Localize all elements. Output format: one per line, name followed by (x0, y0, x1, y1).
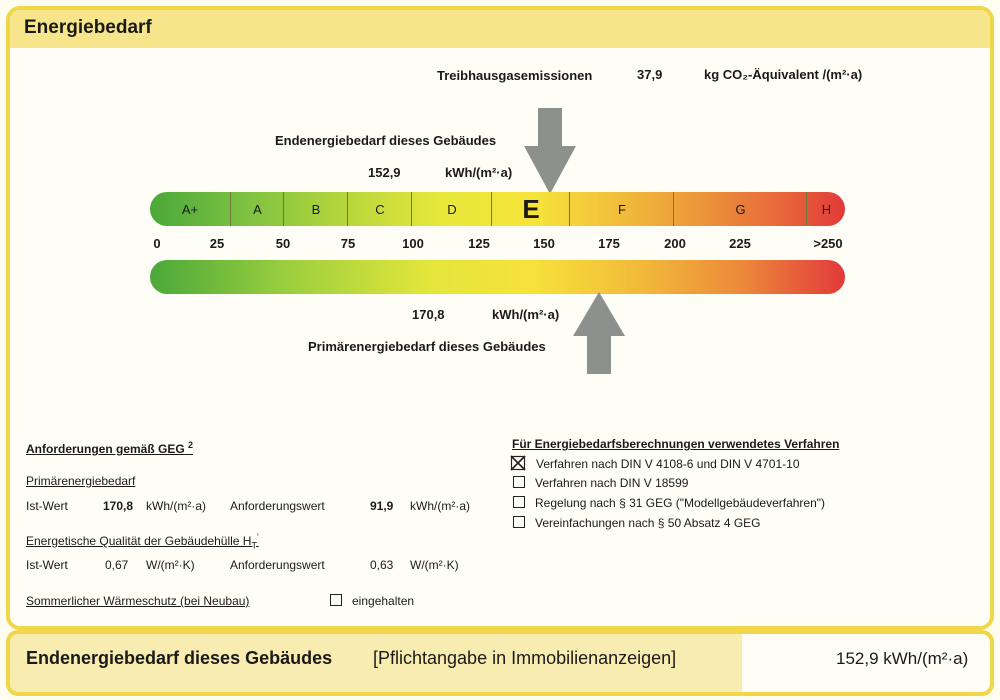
checked-checkbox-icon[interactable] (510, 455, 526, 471)
primaer-arrow-icon (573, 292, 625, 374)
emission-label: Treibhausgasemissionen (437, 68, 593, 83)
verfahren-title: Für Energiebedarfsberechnungen verwendetes Verfahren (512, 437, 840, 451)
verfahren-option-31geg[interactable]: Regelung nach § 31 GEG ("Modellgebäudeverfahren") (513, 496, 825, 510)
card-header (10, 10, 990, 48)
sommer-label: Sommerlicher Wärmeschutz (bei Neubau) (26, 594, 250, 608)
h-anforderung-unit: W/(m²·K) (410, 558, 459, 572)
primaer-value: 170,8 (412, 307, 445, 322)
class-cell-e-current: E (491, 192, 570, 226)
huelle-section-title: Energetische Qualität der Gebäudehülle $H_T'$ (26, 532, 259, 551)
class-cell-h: H (806, 192, 846, 226)
h-ist-unit: W/(m²·K) (146, 558, 195, 572)
verfahren-option-din18599[interactable]: Verfahren nach DIN V 18599 (513, 476, 688, 490)
anforderung-unit: kWh/(m²·a) (410, 499, 470, 513)
ist-label: Ist-Wert (26, 499, 68, 513)
tick-label: 50 (275, 236, 291, 251)
anforderung-value: 91,9 (370, 499, 394, 513)
ist-unit: kWh/(m²·a) (146, 499, 206, 513)
sommer-check-label: eingehalten (352, 594, 415, 608)
primaer-label: Primärenergiebedarf dieses Gebäudes (308, 339, 546, 354)
class-cell-d: D (411, 192, 492, 226)
tick-label: 75 (340, 236, 356, 251)
primaer-scale-bar (150, 260, 845, 294)
checkbox[interactable] (513, 476, 525, 488)
requirements-title: Anforderungen gemäß GEG $^2$ (26, 440, 194, 456)
checkbox[interactable] (513, 496, 525, 508)
tick-label: 25 (209, 236, 225, 251)
endenergie-arrow-icon (524, 108, 576, 194)
h-ist-label: Ist-Wert (26, 558, 68, 572)
tick-label: >250 (813, 236, 843, 251)
checkbox[interactable] (513, 516, 525, 528)
footer-label: Endenergiebedarf dieses Gebäudes (26, 648, 333, 668)
h-anforderung-value: 0,63 (370, 558, 394, 572)
class-cell-c: C (347, 192, 412, 226)
class-cell-aplus: A+ (181, 201, 199, 217)
emission-unit: kg CO₂-Äquivalent /(m²·a) (704, 67, 863, 82)
class-cell-a: A (230, 192, 284, 226)
footer-note: [Pflichtangabe in Immobilienanzeigen] (373, 648, 677, 668)
primaer-section-title: Primärenergiebedarf (26, 474, 136, 488)
tick-label: 175 (598, 236, 620, 251)
tick-label: 200 (664, 236, 686, 251)
endenergie-unit: kWh/(m²·a) (445, 165, 513, 180)
verfahren-option-din4108: Verfahren nach DIN V 4108-6 und DIN V 4701-10 (536, 457, 800, 471)
verfahren-option-50geg[interactable]: Vereinfachungen nach § 50 Absatz 4 GEG (513, 516, 761, 530)
tick-label: 0 (153, 236, 161, 251)
ist-value: 170,8 (103, 499, 134, 513)
footer-value: 152,9 kWh/(m²·a) (836, 649, 969, 668)
endenergie-label: Endenergiebedarf dieses Gebäudes (275, 133, 497, 148)
h-anforderung-label: Anforderungswert (230, 558, 325, 572)
tick-label: 125 (468, 236, 490, 251)
endenergie-value: 152,9 (368, 165, 401, 180)
class-cell-b: B (283, 192, 348, 226)
emission-value: 37,9 (637, 67, 663, 82)
anforderung-label: Anforderungswert (230, 499, 325, 513)
tick-label: 100 (402, 236, 424, 251)
sommer-checkbox[interactable] (330, 594, 342, 606)
card-title: Energiebedarf (24, 17, 152, 38)
sommer-check[interactable] (330, 594, 414, 608)
class-cell-f: F (569, 192, 674, 226)
tick-label: 150 (533, 236, 555, 251)
h-ist-value: 0,67 (105, 558, 129, 572)
energy-class-scale (150, 192, 845, 226)
tick-label: 225 (729, 236, 751, 251)
class-cell-g: G (673, 192, 807, 226)
primaer-unit: kWh/(m²·a) (492, 307, 560, 322)
